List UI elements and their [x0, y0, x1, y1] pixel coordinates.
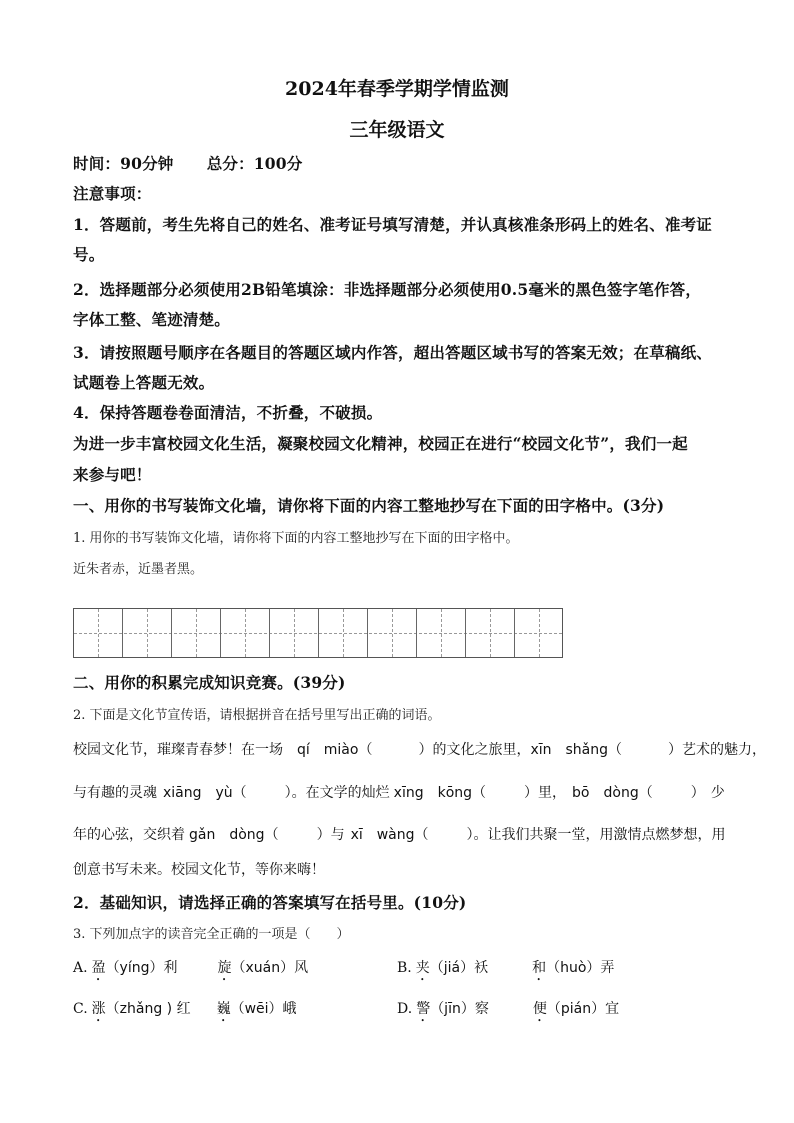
question-1-text: 近朱者赤，近墨者黑。 — [73, 562, 204, 577]
question-1: 1. 用你的书写装饰文化墙，请你将下面的内容工整地抄写在下面的田字格中。 — [73, 531, 519, 546]
option-d[interactable]: D. 警（jīn）察 便（pián）宜 — [397, 1001, 620, 1017]
option-c[interactable]: C. 涨（zhǎng ) 红 巍（wēi）峨 — [73, 1001, 297, 1017]
notice-item-2-line-1: 2．选择题部分必须使用2B铅笔填涂：非选择题部分必须使用0.5毫米的黑色签字笔作答， — [73, 280, 702, 299]
tianzige-grid[interactable] — [73, 608, 563, 658]
exam-info — [73, 152, 302, 174]
passage-line-1: 校园文化节，璀璨青春梦！在一场 qí miào（ ）的文化之旅里，xīn shǎng（ ）艺术的魅力， — [73, 742, 767, 758]
passage-line-2: 与有趣的灵魂 xiāng yù（ ）。在文学的灿烂 xīng kōng（ ）里， bō dòng（ ） 少 — [73, 785, 725, 801]
question-3: 3. 下列加点字的读音完全正确的一项是（ ） — [73, 927, 350, 942]
question-2: 2. 下面是文化节宣传语，请根据拼音在括号里写出正确的词语。 — [73, 708, 441, 723]
notice-item-4: 4．保持答题卷卷面清洁，不折叠，不破损。 — [73, 403, 383, 422]
notice-item-2-line-2: 字体工整、笔迹清楚。 — [73, 310, 231, 329]
notice-item-3-line-1: 3．请按照题号顺序在各题目的答题区域内作答，超出答题区域书写的答案无效；在草稿纸、 — [73, 343, 712, 362]
grid-cell — [417, 609, 466, 657]
option-a[interactable]: A. 盈（yíng）利 旋（xuán）风 — [73, 960, 309, 976]
section-3-heading: 2．基础知识，请选择正确的答案填写在括号里。(10分) — [73, 893, 467, 912]
grid-cell — [515, 609, 562, 657]
notice-item-3-line-2: 试题卷上答题无效。 — [73, 373, 215, 392]
grid-cell — [270, 609, 319, 657]
grid-cell — [368, 609, 417, 657]
pinyin-xiwang: xī wàng — [350, 827, 415, 843]
intro-line-2: 来参与吧！ — [73, 465, 152, 484]
grid-cell — [466, 609, 515, 657]
grid-cell — [74, 609, 123, 657]
notice-heading: 注意事项： — [73, 184, 152, 203]
pinyin-xiangyu: xiāng yù — [163, 785, 233, 801]
notice-item-1-line-2: 号。 — [73, 245, 105, 264]
exam-title: 2024年春季学期学情监测 — [285, 78, 509, 100]
section-1-heading: 一、用你的书写装饰文化墙，请你将下面的内容工整地抄写在下面的田字格中。(3分) — [73, 496, 665, 515]
pinyin-qimiao: qí miào — [297, 742, 359, 758]
passage-line-3: 年的心弦，交织着 gǎn dòng（ ）与 xī wàng（ ）。让我们共聚一堂，用激情点燃梦想，用 — [73, 827, 726, 843]
pinyin-gandong: gǎn dòng — [189, 827, 265, 843]
grid-cell — [221, 609, 270, 657]
pinyin-xingkong: xīng kōng — [393, 785, 473, 801]
grid-cell — [319, 609, 368, 657]
pinyin-xinshang: xīn shǎng — [530, 742, 609, 758]
score-info: 总分：100分 — [206, 154, 303, 173]
pinyin-bodong: bō dòng — [572, 785, 639, 801]
time-info: 时间：90分钟 — [73, 154, 174, 173]
intro-line-1: 为进一步丰富校园文化生活，凝聚校园文化精神，校园正在进行“校园文化节”，我们一起 — [73, 434, 688, 453]
passage-line-4: 创意书写未来。校园文化节，等你来嗨！ — [73, 862, 325, 878]
notice-item-1-line-1: 1．答题前，考生先将自己的姓名、准考证号填写清楚，并认真核准条形码上的姓名、准考证 — [73, 215, 712, 234]
option-b[interactable]: B. 夹（jiá）袄 和（huò）弄 — [397, 960, 615, 976]
grid-cell — [172, 609, 221, 657]
exam-subtitle: 三年级语文 — [349, 119, 445, 141]
section-2-heading: 二、用你的积累完成知识竞赛。(39分) — [73, 673, 346, 692]
grid-cell — [123, 609, 172, 657]
